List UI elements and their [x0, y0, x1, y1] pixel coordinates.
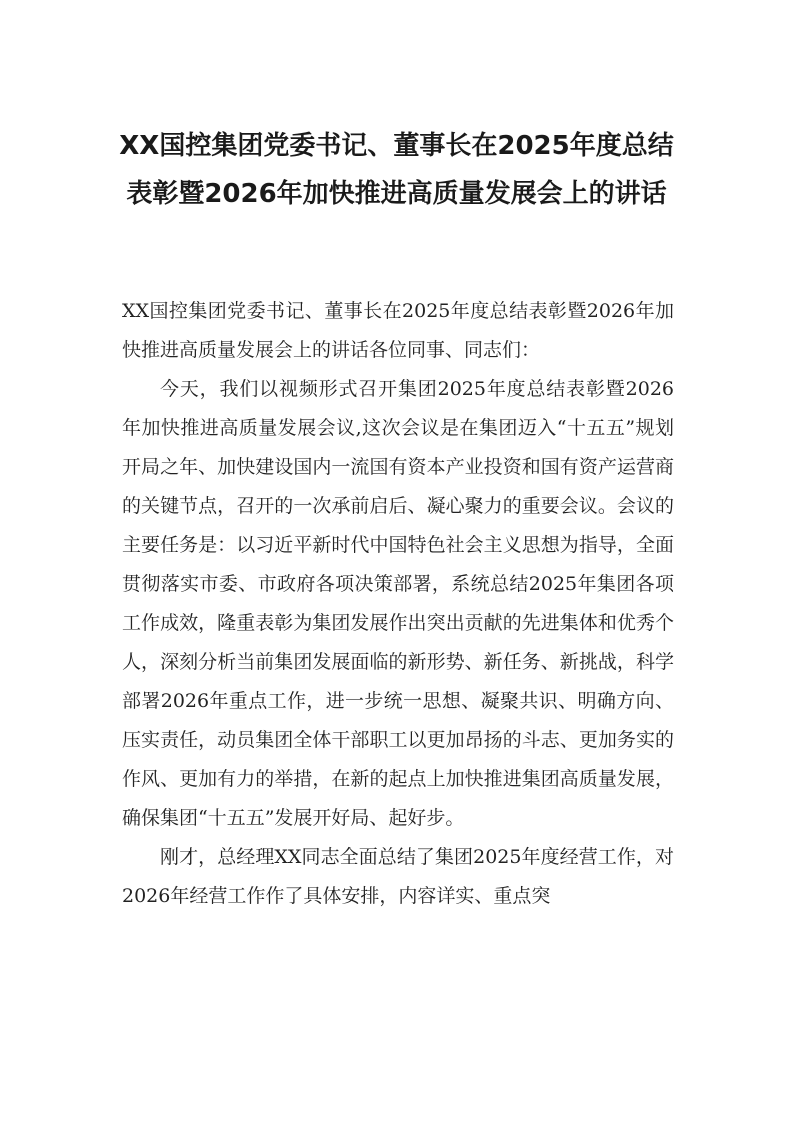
body-paragraph: 今天，我们以视频形式召开集团2025年度总结表彰暨2026年加快推进高质量发展会议,这次会议是在集团迈入“十五五”规划开局之年、加快建设国内一流国有资本产业投资和国有资产运营商的关键节点，召开的一次承前启后、凝心聚力的重要会议。会议的主要任务是：以习近平新时代中国特色社会主义思想为指导，全面贯彻落实市委、市政府各项决策部署，系统总结2025年集团各项工作成效，隆重表彰为集团发展作出突出贡献的先进集体和优秀个人，深刻分析当前集团发展面临的新形势、新任务、新挑战，科学部署2026年重点工作，进一步统一思想、凝聚共识、明确方向、压实责任，动员集团全体干部职工以更加昂扬的斗志、更加务实的作风、更加有力的举措，在新的起点上加快推进集团高质量发展，确保集团“十五五”发展开好局、起好步。 [122, 378, 674, 829]
document-body [122, 292, 674, 916]
body-paragraph: 刚才，总经理XX同志全面总结了集团2025年度经营工作，对2026年经营工作作了具体安排，内容详实、重点突 [122, 846, 674, 907]
opening-paragraph: XX国控集团党委书记、董事长在2025年度总结表彰暨2026年加快推进高质量发展会上的讲话各位同事、同志们： [122, 300, 674, 361]
document-title: XX国控集团党委书记、董事长在2025年度总结表彰暨2026年加快推进高质量发展会上的讲话 [119, 131, 674, 209]
